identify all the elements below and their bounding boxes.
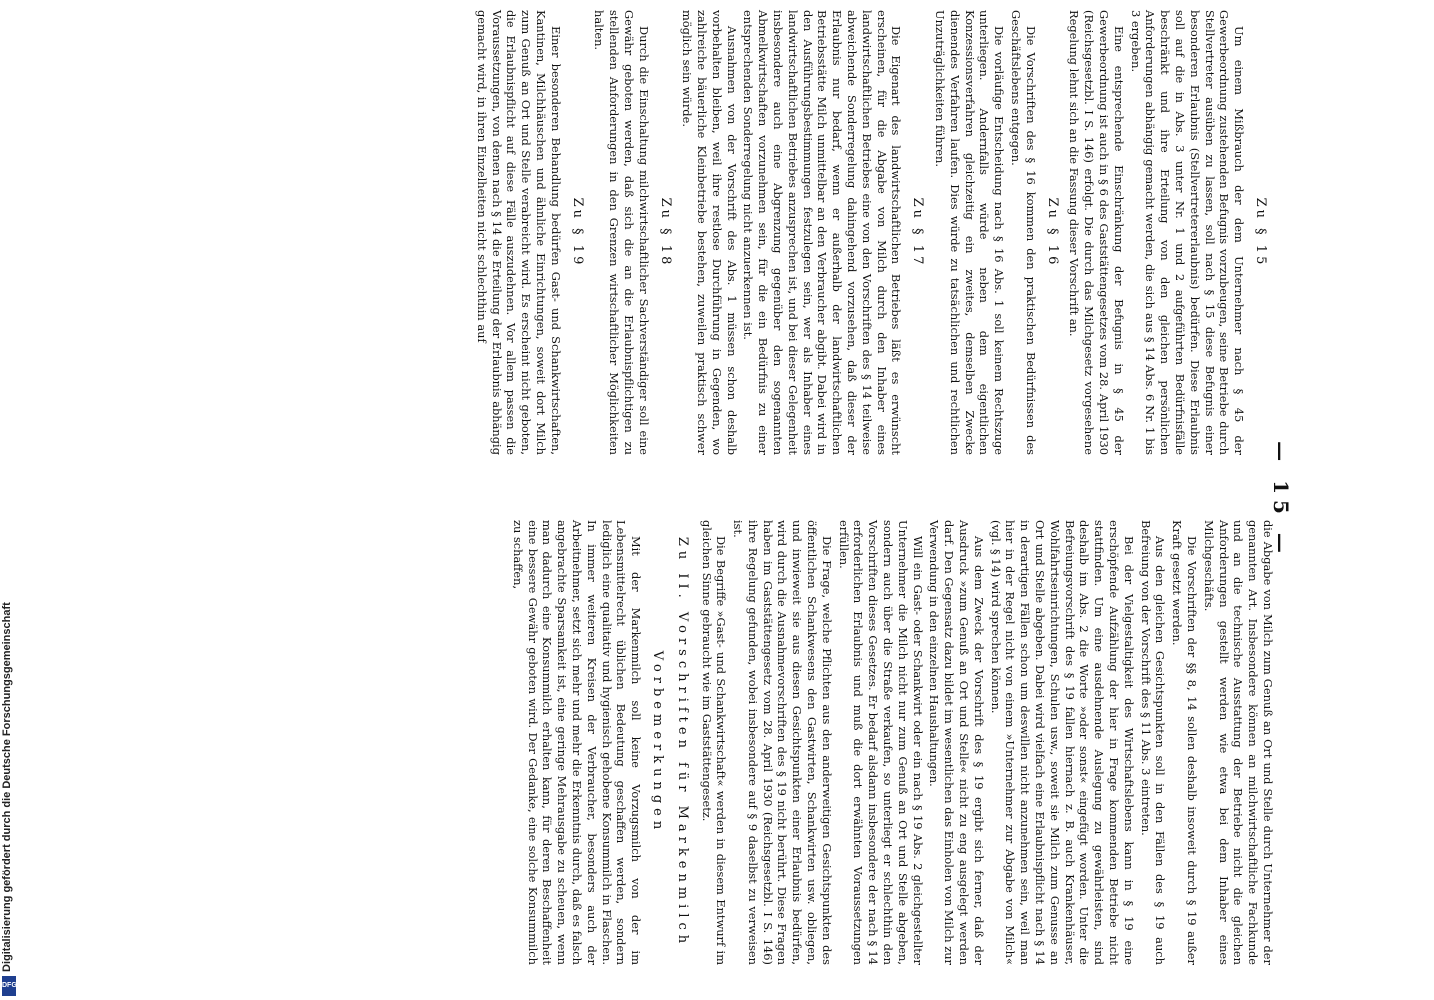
- paragraph: die Abgabe von Milch zum Genuß an Ort und Stelle durch Unternehmer der genannten Art. Insbesondere können an milchwirtschaftliche Fachkunde und an die technische Ausstattung der Betriebe nicht die gleichen Anforderungen gestellt werden wie etwa bei dem Inhaber eines Milchgeschäfts.: [1201, 520, 1275, 965]
- section-heading: Zu § 16: [1044, 197, 1060, 268]
- section-heading: Zu II. Vorschriften für Markenmilch: [674, 536, 690, 949]
- section-heading: Zu § 17: [910, 197, 926, 268]
- paragraph: Die Vorschriften des § 16 kommen den praktischen Bedürfnissen des Geschäftslebens entgegen.: [1009, 10, 1038, 455]
- section-heading: Zu § 19: [569, 197, 585, 268]
- paragraph: Eine entsprechende Einschränkung der Befugnis in § 45 der Gewerbeordnung ist auch in § 6 des Gaststättengesetzes vom 28. April 1930 (Reichsgesetzbl. I S. 146) erfolgt. Die durch das Milchgesetz vorgesehene Regelung lehnt sich an die Fassung dieser Vorschrift an.: [1067, 10, 1126, 455]
- paragraph: Mit der Markenmilch soll keine Vorzugsmilch von der im Lebensmittelrecht üblichen Bedeutung geschaffen werden, sondern lediglich eine qualitativ und hygienisch gehobene Konsummilch in Flaschen. In immer weiteren Kreisen der Verbraucher, besonders auch der Arbeitnehmer, setzt sich mehr und mehr die Erkenntnis durch, daß es falsch angebrachte Sparsamkeit ist, eine geringe Mehrausgabe zu scheuen, wenn man dadurch eine Konsummilch erhalten kann, für deren Beschaffenheit eine bessere Gewähr geboten wird. Der Gedanke, eine solche Konsummilch zu schaffen,: [510, 520, 644, 965]
- digitization-credit: Digitalisierung gefördert durch die Deutsche Forschungsgemeinschaft: [1, 602, 13, 972]
- paragraph: Bei der Vielgestaltigkeit des Wirtschaftslebens kann in § 19 eine erschöpfende Aufzählung der hier in Frage kommenden Betriebe nicht stattfinden. Um eine ausdehnende Auslegung zu gewährleisten, sind deshalb im Abs. 2 die Worte »oder sonst« eingefügt worden. Unter die Befreiungsvorschrift des § 19 fallen hiernach z. B. auch Krankenhäuser, Wohlfahrtseinrichtungen, Schulen usw., soweit sie Milch zum Genusse an Ort und Stelle abgeben. Dabei wird vielfach eine Erlaubnispflicht nach § 14 in derartigen Fällen schon um deswillen nicht anzunehmen sein, weil man hier in der Regel nicht von einem »Unternehmer zur Abgabe von Milch« (vgl. § 14) wird sprechen können.: [988, 520, 1136, 965]
- section-heading: Zu § 15: [1253, 197, 1268, 268]
- paragraph: Die Vorschriften der §§ 8, 14 sollen deshalb insoweit durch § 19 außer Kraft gesetzt werden.: [1170, 520, 1200, 965]
- digitization-credit-strip: [0, 0, 18, 1000]
- section-heading: Zu § 18: [657, 197, 673, 268]
- paragraph: Um einem Mißbrauch der dem Unternehmer nach § 45 der Gewerbeordnung zustehenden Befugnis vorzubeugen, seine Betriebe durch Stellvertreter ausüben zu lassen, soll nach § 15 diese Befugnis einer besonderen Erlaubnis (Stellvertretererlaubnis) bedürfen. Diese Erlaubnis soll auf die in Abs. 3 unter Nr. 1 und 2 aufgeführten Bedürfnisfälle beschränkt und ihre Erteilung von den gleichen persönlichen Anforderungen abhängig gemacht werden, die sich aus § 14 Abs. 6 Nr. 1 bis 3 ergeben.: [1128, 10, 1247, 455]
- dfg-logo-icon: DFG: [2, 976, 16, 996]
- paragraph: Die Eigenart des landwirtschaftlichen Betriebes läßt es erwünscht erscheinen, für die Abgabe von Milch durch den Inhaber eines landwirtschaftlichen Betriebes eine von den Vorschriften des § 14 teilweise abweichende Sonderregelung dahingehend vorzusehen, daß dieser der Erlaubnis nur bedarf, wenn er außerhalb der landwirtschaftlichen Betriebsstätte Milch unmittelbar an den Verbraucher abgibt. Dabei wird in den Ausführungsbestimmungen festzulegen sein, wer als Inhaber eines landwirtschaftlichen Betriebes anzusprechen ist, und bei dieser Gelegenheit insbesondere auch eine Abgrenzung gegenüber den sogenannten Abmelkwirtschaften vorzunehmen sein, für die ein Bedürfnis zu einer entsprechenden Sonderregelung nicht anzuerkennen ist.: [741, 10, 904, 455]
- paragraph: Die Frage, welche Pflichten aus den anderweitigen Gesichtspunkten des öffentlichen Schankwesens den Gastwirten, Schankwirten usw. obliegen, und inwieweit sie aus diesen Gesichtspunkten einer Erlaubnis bedürfen, wird durch die Ausnahmevorschriften des § 19 nicht berührt. Diese Fragen haben im Gaststättengesetz vom 28. April 1930 (Reichsgesetzbl. I S. 146) ihre Regelung gefunden, wobei insbesondere auf § 9 daselbst zu verweisen ist.: [731, 520, 834, 965]
- paragraph: Ausnahmen von der Vorschrift des Abs. 1 müssen schon deshalb vorbehalten bleiben, weil ihre restlose Durchführung in Gegenden, wo zahlreiche bäuerliche Kleinbetriebe bestehen, zuweilen praktisch schwer möglich sein würde.: [680, 10, 739, 455]
- paragraph: Will ein Gast- oder Schankwirt oder ein nach § 19 Abs. 2 gleichgestellter Unternehmer die Milch nicht nur zum Genuß an Ort und Stelle abgeben, sondern auch über die Straße verkaufen, so unterliegt er schlechthin den Vorschriften dieses Gesetzes. Er bedarf alsdann insbesondere der nach § 14 erforderlichen Erlaubnis und muß die dort erwähnten Voraussetzungen erfüllen.: [836, 520, 925, 965]
- paragraph: Einer besonderen Behandlung bedürfen Gast- und Schankwirtschaften, Kantinen, Milchhäuschen und ähnliche Einrichtungen, soweit dort Milch zum Genuß an Ort und Stelle verabreicht wird. Es erscheint nicht geboten, die Erlaubnispflicht auf diese Fälle auszudehnen. Vor allem passen die Voraussetzungen, von denen nach § 14 die Erteilung der Erlaubnis abhängig gemacht wird, in ihren Einzelheiten nicht schlechthin auf: [474, 10, 563, 455]
- paragraph: Aus dem Zweck der Vorschrift des § 19 ergibt sich ferner, daß der Ausdruck »zum Genuß an Ort und Stelle« nicht zu eng ausgelegt werden darf. Den Gegensatz dazu bildet im wesentlichen das Einholen von Milch zur Verwendung in den einzelnen Haushaltungen.: [927, 520, 986, 965]
- paragraph: Die vorläufige Entscheidung nach § 16 Abs. 1 soll keinem Rechtszuge unterliegen. Andernfalls würde neben dem eigentlichen Konzessionsverfahren gleichzeitig ein zweites, demselben Zwecke dienendes Verfahren laufen. Dies würde zu tatsächlichen und rechtlichen Unzuträglichkeiten führen.: [933, 10, 1007, 455]
- section-heading: Vorbemerkungen: [649, 650, 665, 835]
- left-column: [472, 10, 1275, 455]
- paragraph: Durch die Einschaltung milchwirtschaftlicher Sachverständiger soll eine Gewähr geboten werden, daß sich die an die Erlaubnispflichtigen zu stellenden Anforderungen in den Grenzen wirtschaftlicher Möglichkeiten halten.: [592, 10, 651, 455]
- paragraph: Aus den gleichen Gesichtspunkten soll in den Fällen des § 19 auch Befreiung von der Vorschrift des § 11 Abs. 3 eintreten.: [1138, 520, 1168, 965]
- paragraph: Die Begriffe »Gast- und Schankwirtschaft« werden in diesem Entwurf im gleichen Sinne gebraucht wie im Gaststättengesetz.: [699, 520, 729, 965]
- right-column: [508, 520, 1275, 965]
- page-number: — 15 —: [1269, 441, 1293, 559]
